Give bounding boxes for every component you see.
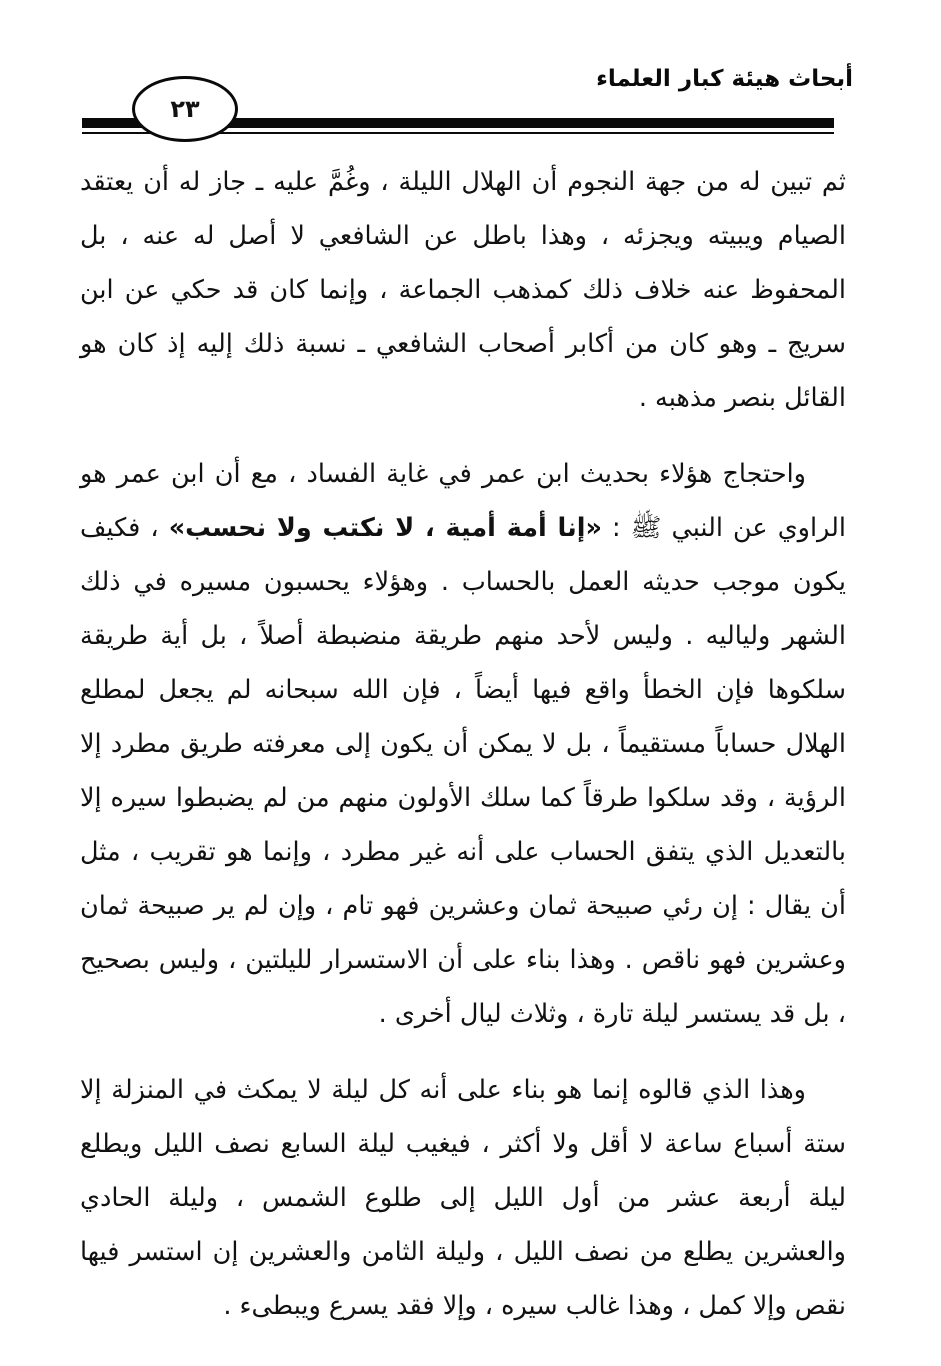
page-number: ٢٣ xyxy=(132,76,238,142)
paragraph-2 xyxy=(80,447,846,1041)
paragraph-3: وهذا الذي قالوه إنما هو بناء على أنه كل ليلة لا يمكث في المنزلة إلا ستة أسباع ساعة لا أقل ولا أكثر ، فيغيب ليلة السابع نصف الليل ويطلع ليلة أربعة عشر من أول الليل إلى طلوع الشمس ، وليلة الحادي والعشرين يطلع من نصف الليل ، وليلة الثامن والعشرين إن استسر فيها نقص وإلا كمل ، وهذا غالب سيره ، وإلا فقد يسرع ويبطىء . xyxy=(80,1075,846,1321)
page-header xyxy=(0,0,941,150)
paragraph-1: ثم تبين له من جهة النجوم أن الهلال الليلة ، وغُمَّ عليه ـ جاز له أن يعتقد الصيام ويبيته ويجزئه ، وهذا باطل عن الشافعي لا أصل له عنه ، بل المحفوظ عنه خلاف ذلك كمذهب الجماعة ، وإنما كان قد حكي عن ابن سريج ـ وهو كان من أكابر أصحاب الشافعي ـ نسبة ذلك إليه إذ كان هو القائل بنصر مذهبه . xyxy=(80,167,846,413)
paragraph-2-rest: ، فكيف يكون موجب حديثه العمل بالحساب . وهؤلاء يحسبون مسيره في ذلك الشهر ولياليه . وليس لأحد منهم طريقة منضبطة أصلاً ، بل أية طريقة سلكوها فإن الخطأ واقع فيها أيضاً ، فإن الله سبحانه لم يجعل لمطلع الهلال حساباً مستقيماً ، بل لا يمكن أن يكون إلى معرفته طريق مطرد إلا الرؤية ، وقد سلكوا طرقاً كما سلك الأولون منهم من لم يضبطوا سيره إلا بالتعديل الذي يتفق الحساب على أنه غير مطرد ، وإنما هو تقريب ، مثل أن يقال : إن رئي صبيحة ثمان وعشرين فهو تام ، وإن لم ير صبيحة ثمان وعشرين فهو ناقص . وهذا بناء على أن الاستسرار لليلتين ، وليس بصحيح ، بل قد يستسر ليلة تارة ، وثلاث ليال أخرى . xyxy=(80,513,846,1029)
running-title: أبحاث هيئة كبار العلماء xyxy=(596,66,853,92)
hadith-quote: «إنا أمة أمية ، لا نكتب ولا نحسب» xyxy=(168,513,602,543)
body-text xyxy=(80,155,846,1355)
paragraph-2-intro: واحتجاج هؤلاء بحديث ابن عمر في غاية الفساد ، مع أن ابن عمر هو الراوي عن النبي ﷺ : xyxy=(80,459,846,543)
